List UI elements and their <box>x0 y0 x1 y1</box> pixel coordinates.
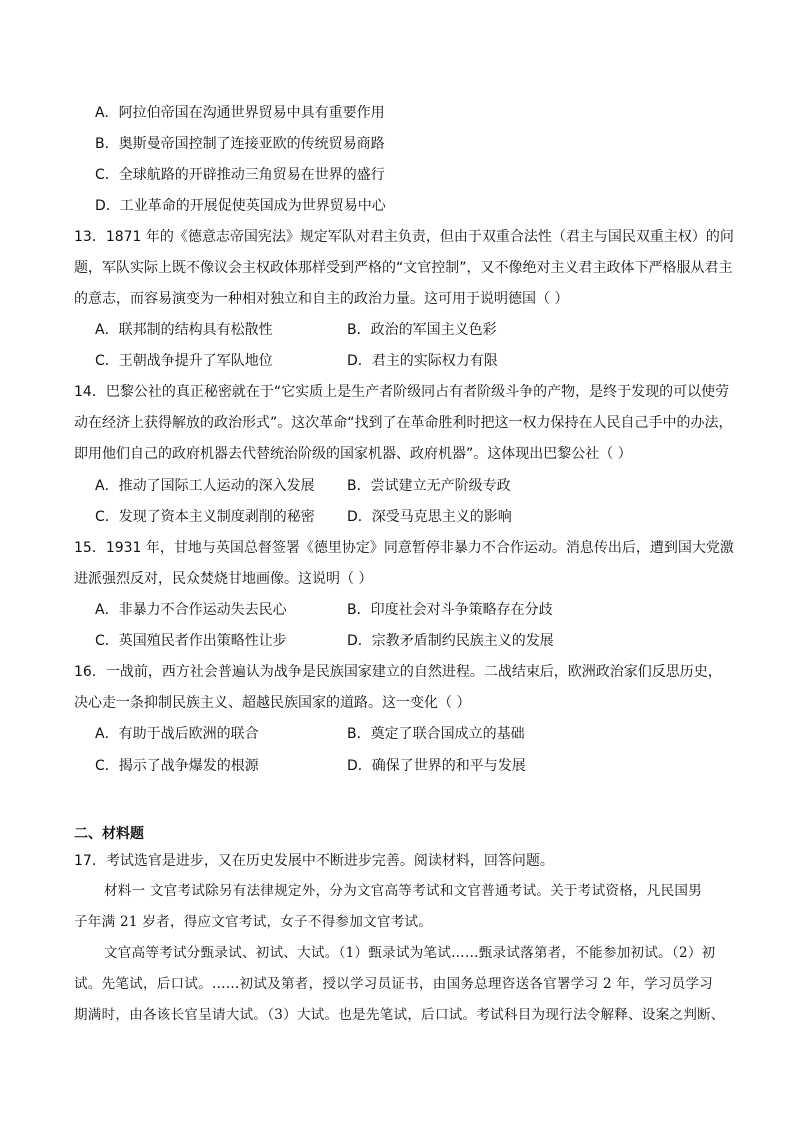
q13-option-a[interactable]: A．联邦制的结构具有松散性 <box>95 322 273 338</box>
q12-option-a[interactable]: A．阿拉伯帝国在沟通世界贸易中具有重要作用 <box>95 105 385 121</box>
q14-stem-line-1: 14．巴黎公社的真正秘密就在于“它实质上是生产者阶级同占有者阶级斗争的产物，是终于发现的可以使劳 <box>74 384 730 400</box>
q16-option-d[interactable]: D．确保了世界的和平与发展 <box>347 758 526 774</box>
q16-stem-line-1: 16．一战前，西方社会普遍认为战争是民族国家建立的自然进程。二战结束后，欧洲政治家们反思历史， <box>74 664 722 680</box>
q14-stem-line-2: 动在经济上获得解放的政治形式”。这次革命“找到了在革命胜利时把这一权力保持在人民自己手中的办法， <box>74 415 733 431</box>
q13-option-c[interactable]: C．王朝战争提升了军队地位 <box>95 353 273 369</box>
q15-option-b[interactable]: B．印度社会对斗争策略存在分歧 <box>347 602 553 618</box>
q15-option-c[interactable]: C．英国殖民者作出策略性让步 <box>95 633 287 649</box>
q15-option-a[interactable]: A．非暴力不合作运动失去民心 <box>95 602 287 618</box>
q14-option-a[interactable]: A．推动了国际工人运动的深入发展 <box>95 478 315 494</box>
q17-material2-line-1: 文官高等考试分甄录试、初试、大试。（1）甄录试为笔试……甄录试落第者，不能参加初试。（2）初 <box>104 945 716 961</box>
q15-option-d[interactable]: D．宗教矛盾制约民族主义的发展 <box>347 633 554 649</box>
q16-option-c[interactable]: C．揭示了战争爆发的根源 <box>95 758 259 774</box>
q12-option-d[interactable]: D．工业革命的开展促使英国成为世界贸易中心 <box>95 198 386 214</box>
q13-stem-line-1: 13．1871 年的《德意志帝国宪法》规定军队对君主负责，但由于双重合法性（君主与国民双重主权）的问 <box>74 229 734 245</box>
q14-stem-line-3: 即用他们自己的政府机器去代替统治阶级的国家机器、政府机器”。这体现出巴黎公社（ ） <box>74 446 632 462</box>
q16-option-a[interactable]: A．有助于战后欧洲的联合 <box>95 726 259 742</box>
q15-stem-line-1: 15．1931 年，甘地与英国总督签署《德里协定》同意暂停非暴力不合作运动。消息传出后，遭到国大党激 <box>74 540 734 556</box>
q15-stem-line-2: 进派强烈反对，民众焚烧甘地画像。这说明（ ） <box>74 571 373 587</box>
q13-option-b[interactable]: B．政治的军国主义色彩 <box>347 322 497 338</box>
q14-option-d[interactable]: D．深受马克思主义的影响 <box>347 509 512 525</box>
q16-stem-line-2: 决心走一条抑制民族主义、超越民族国家的道路。这一变化（ ） <box>74 695 471 711</box>
q17-stem: 17．考试选官是进步，又在历史发展中不断进步完善。阅读材料，回答问题。 <box>74 853 554 869</box>
section-heading-material: 二、材料题 <box>74 826 144 842</box>
q12-option-b[interactable]: B．奥斯曼帝国控制了连接亚欧的传统贸易商路 <box>95 136 385 152</box>
q13-option-d[interactable]: D．君主的实际权力有限 <box>347 353 498 369</box>
q17-material2-line-3: 期满时，由各该长官呈请大试。（3）大试。也是先笔试，后口试。考试科目为现行法令解释、设案之判断、 <box>74 1007 725 1023</box>
q17-material2-line-2: 试。先笔试，后口试。……初试及第者，授以学习员证书，由国务总理咨送各官署学习 2 年，学习员学习 <box>74 976 714 992</box>
q14-option-b[interactable]: B．尝试建立无产阶级专政 <box>347 478 511 494</box>
q17-material1-line-2: 子年满 21 岁者，得应文官考试，女子不得参加文官考试。 <box>74 914 433 930</box>
q17-material1-line-1: 材料一 文官考试除另有法律规定外，分为文官高等考试和文官普通考试。关于考试资格，凡民国男 <box>104 883 702 899</box>
q16-option-b[interactable]: B．奠定了联合国成立的基础 <box>347 726 525 742</box>
q13-stem-line-2: 题，军队实际上既不像议会主权政体那样受到严格的“文官控制”，又不像绝对主义君主政体下严格服从君主 <box>74 260 733 276</box>
q13-stem-line-3: 的意志，而容易演变为一种相对独立和自主的政治力量。这可用于说明德国（ ） <box>74 291 569 307</box>
q12-option-c[interactable]: C．全球航路的开辟推动三角贸易在世界的盛行 <box>95 167 385 183</box>
q14-option-c[interactable]: C．发现了资本主义制度剥削的秘密 <box>95 509 315 525</box>
